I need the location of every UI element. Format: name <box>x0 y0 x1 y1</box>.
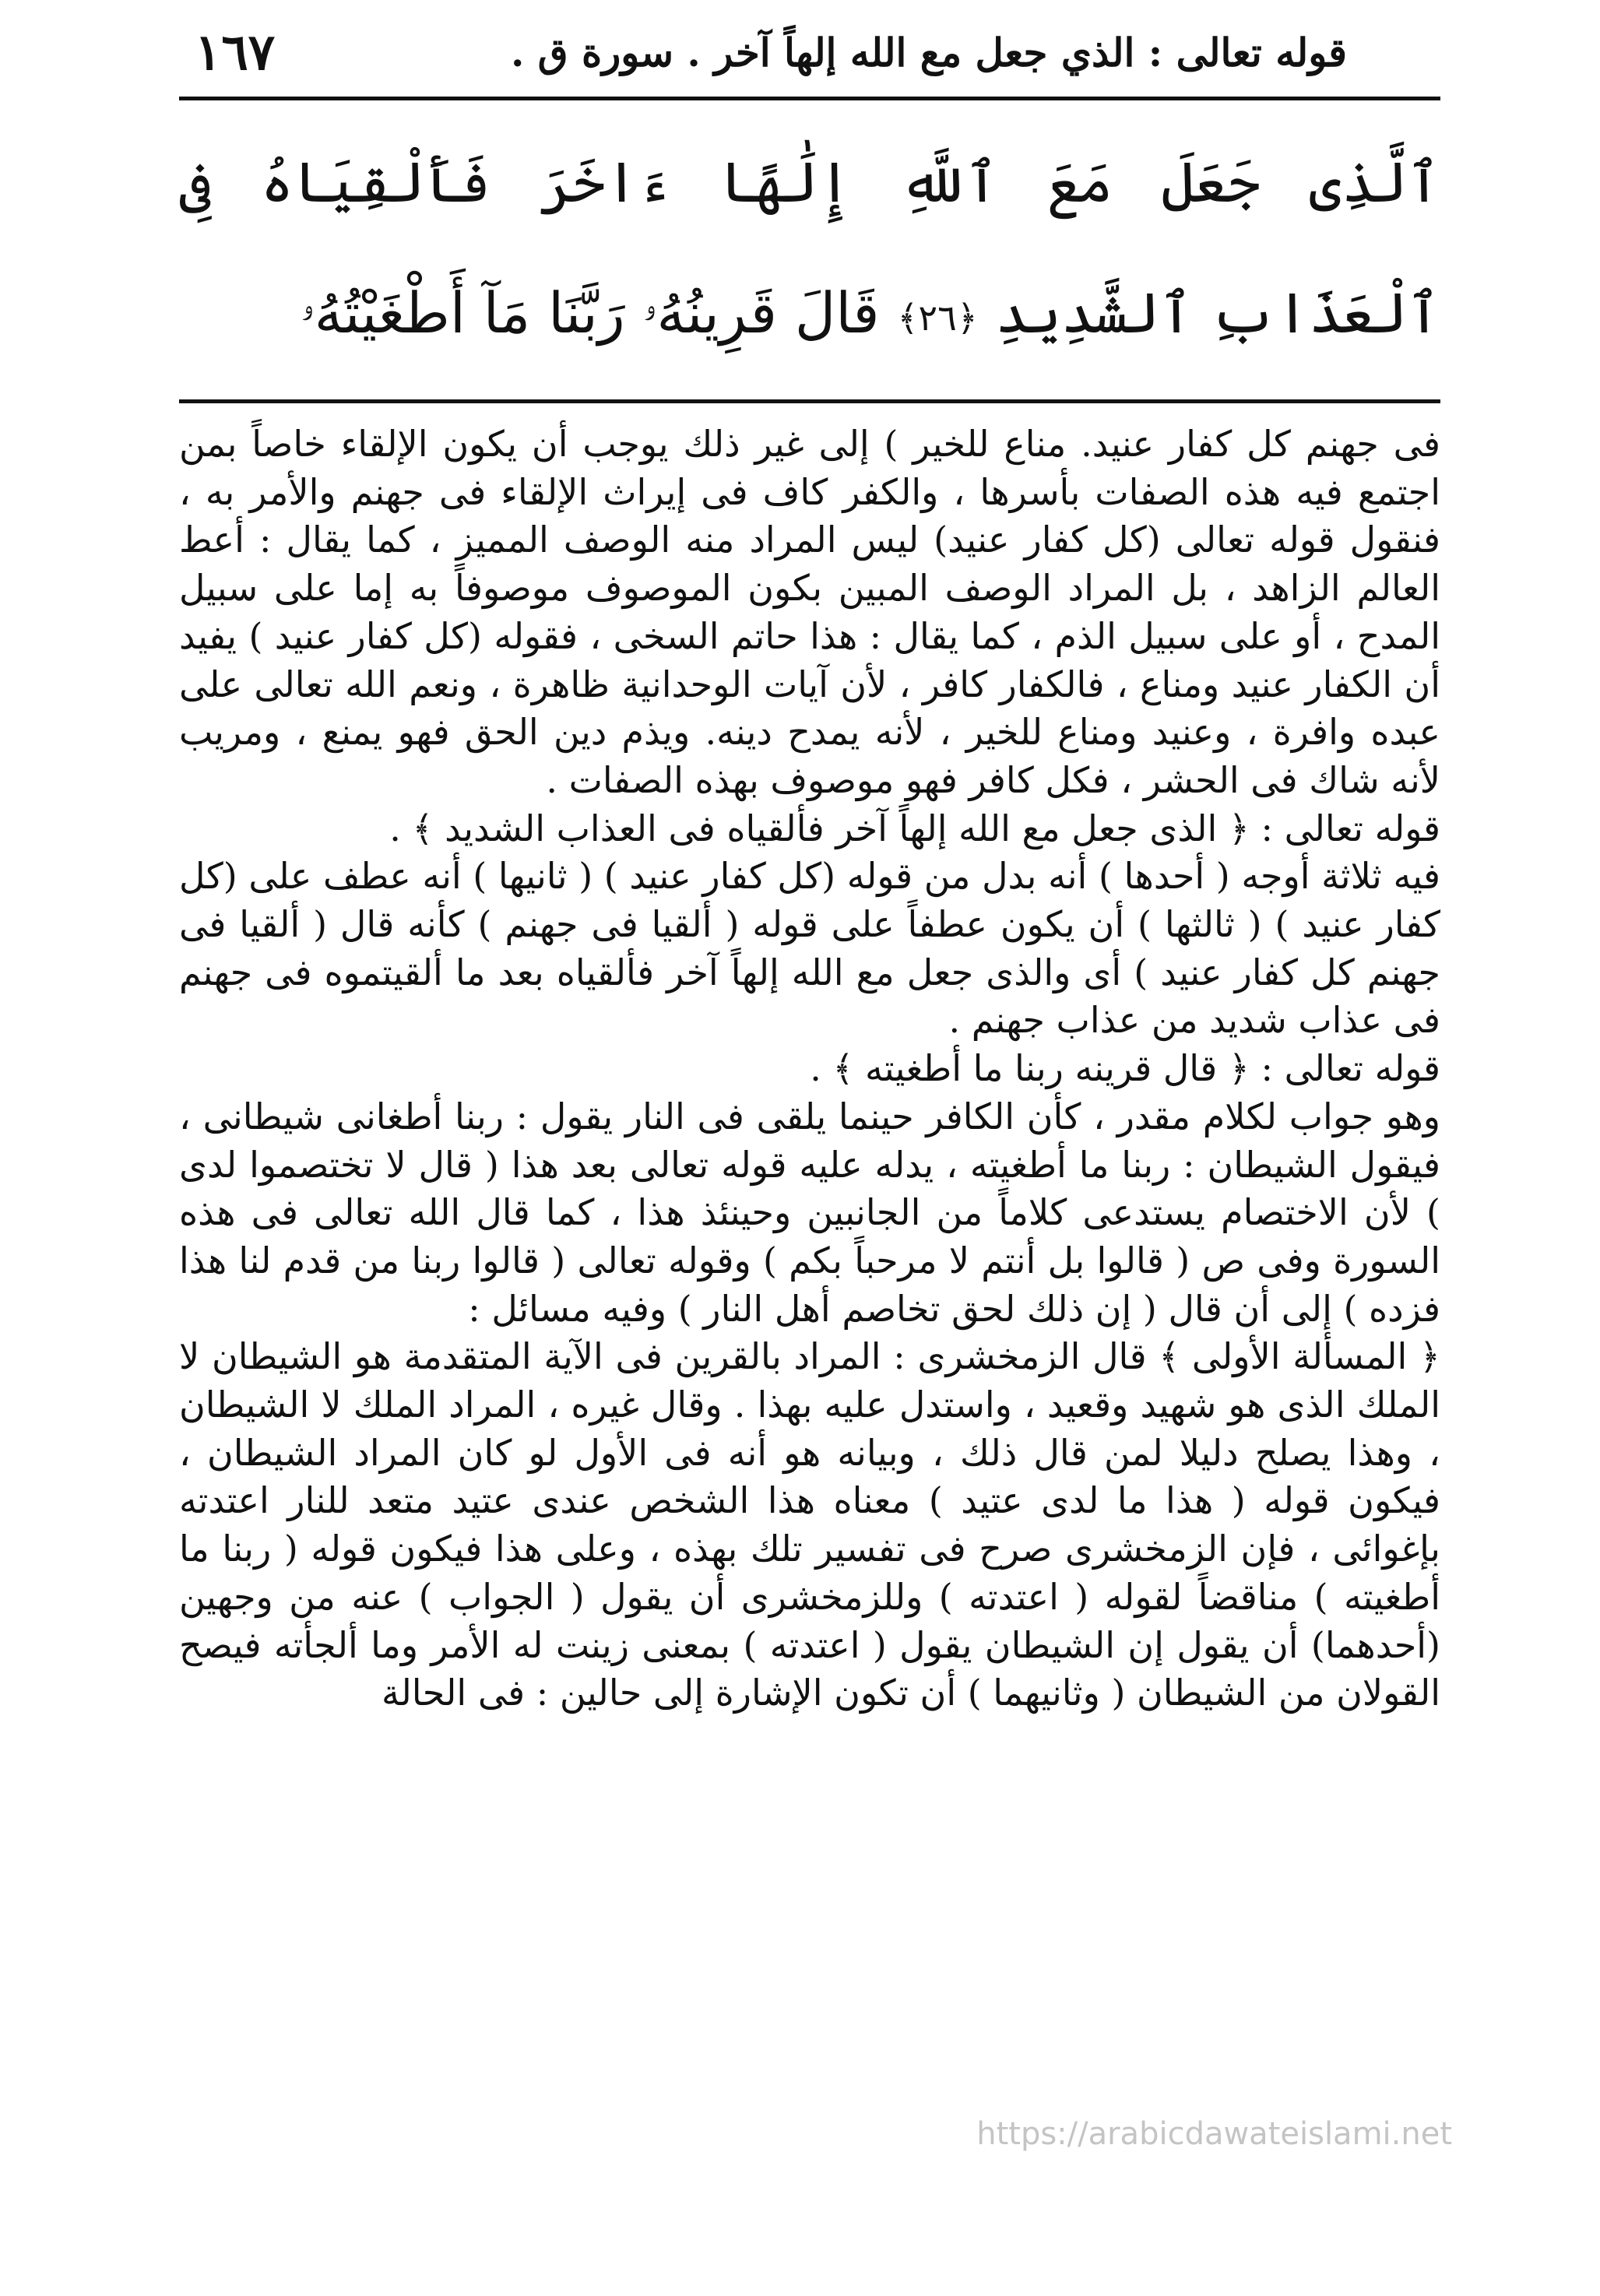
verse-heading: قوله تعالى : ﴿ الذى جعل مع الله إلهاً آخر فألقياه فى العذاب الشديد ﴾ . <box>389 807 1440 849</box>
commentary-paragraph: فيه ثلاثة أوجه ( أحدها ) أنه بدل من قوله (كل كفار عنيد ) ( ثانيها ) أنه عطف على (كل كفار عنيد ) ( ثالثها ) أن يكون عطفاً على قوله ( ألقيا فى جهنم ) كأنه قال ( ألقيا فى جهنم كل كفار عنيد ) أى والذى جعل مع الله إلهاً آخر فألقياه بعد ما ألقيتموه فى جهنم فى عذاب شديد من عذاب جهنم . <box>179 855 1440 1042</box>
verse-text-part-1: ٱلَّذِى جَعَلَ مَعَ ٱللَّهِ إِلَٰهًا ءَاخَرَ فَأَلْقِيَاهُ فِى ٱلْعَذَابِ ٱلشَّدِيدِ <box>179 149 1440 346</box>
page-number: ١٦٧ <box>195 23 276 82</box>
running-head <box>195 23 1347 82</box>
watermark-url: https://arabicdawateislami.net <box>976 2116 1452 2152</box>
header-title: قوله تعالى : الذي جعل مع الله إلهاً آخر . سورة ق . <box>510 29 1347 76</box>
verse-text-part-2: قَالَ قَرِينُهُۥ رَبَّنَا مَآ أَطْغَيْتُهُۥ <box>300 280 880 346</box>
header-divider <box>179 97 1440 100</box>
ayah-number-marker: ﴿٢٦﴾ <box>897 297 978 339</box>
quran-verse <box>179 117 1440 389</box>
commentary-paragraph: ﴿ المسألة الأولى ﴾ قال الزمخشرى : المراد بالقرين فى الآية المتقدمة هو الشيطان لا الملك الذى هو شهيد وقعيد ، واستدل عليه بهذا . وقال غيره ، المراد الملك لا الشيطان ، وهذا يصلح دليلا لمن قال ذلك ، وبيانه هو أنه فى الأول لو كان المراد الشيطان ، فيكون قوله ( هذا ما لدى عتيد ) معناه هذا الشخص عندى عتيد متعد للنار اعتدته بإغوائى ، فإن الزمخشرى صرح فى تفسير تلك بهذه ، وعلى هذا فيكون قوله ( ربنا ما أطغيته ) مناقضاً لقوله ( اعتدته ) وللزمخشرى أن يقول ( الجواب ) عنه من وجهين (أحدهما) أن يقول إن الشيطان يقول ( اعتدته ) بمعنى زينت له الأمر وما ألجأته فيصح القولان من الشيطان ( وثانيهما ) أن تكون الإشارة إلى حالين : فى الحالة <box>179 1335 1440 1714</box>
commentary-text <box>179 420 1440 2094</box>
commentary-paragraph: فى جهنم كل كفار عنيد. مناع للخير ) إلى غير ذلك يوجب أن يكون الإلقاء خاصاً بمن اجتمع فيه هذه الصفات بأسرها ، والكفر كاف فى إيراث الإلقاء فى جهنم والأمر به ، فنقول قوله تعالى (كل كفار عنيد) ليس المراد منه الوصف المميز ، كما يقال : أعط العالم الزاهد ، بل المراد الوصف المبين بكون الموصوف موصوفاً به إما على سبيل المدح ، أو على سبيل الذم ، كما يقال : هذا حاتم السخى ، فقوله (كل كفار عنيد ) يفيد أن الكفار عنيد ومناع ، فالكفار كافر ، لأن آيات الوحدانية ظاهرة ، ونعم الله تعالى على عبده وافرة ، وعنيد ومناع للخير ، لأنه يمدح دينه. ويذم دين الحق فهو يمنع ، ومريب لأنه شاك فى الحشر ، فكل كافر فهو موصوف بهذه الصفات . <box>179 423 1440 801</box>
commentary-paragraph: وهو جواب لكلام مقدر ، كأن الكافر حينما يلقى فى النار يقول : ربنا أطغانى شيطانى ، فيقول الشيطان : ربنا ما أطغيته ، يدله عليه قوله تعالى بعد هذا ( قال لا تختصموا لدى ) لأن الاختصام يستدعى كلاماً من الجانبين وحينئذ هذا ، كما قال الله تعالى فى هذه السورة وفى ص ( قالوا بل أنتم لا مرحباً بكم ) وقوله تعالى ( قالوا ربنا من قدم لنا هذا فزده ) إلى أن قال ( إن ذلك لحق تخاصم أهل النار ) وفيه مسائل : <box>179 1095 1440 1330</box>
verse-divider <box>179 399 1440 403</box>
verse-heading: قوله تعالى : ﴿ قال قرينه ربنا ما أطغيته ﴾ . <box>810 1047 1440 1090</box>
